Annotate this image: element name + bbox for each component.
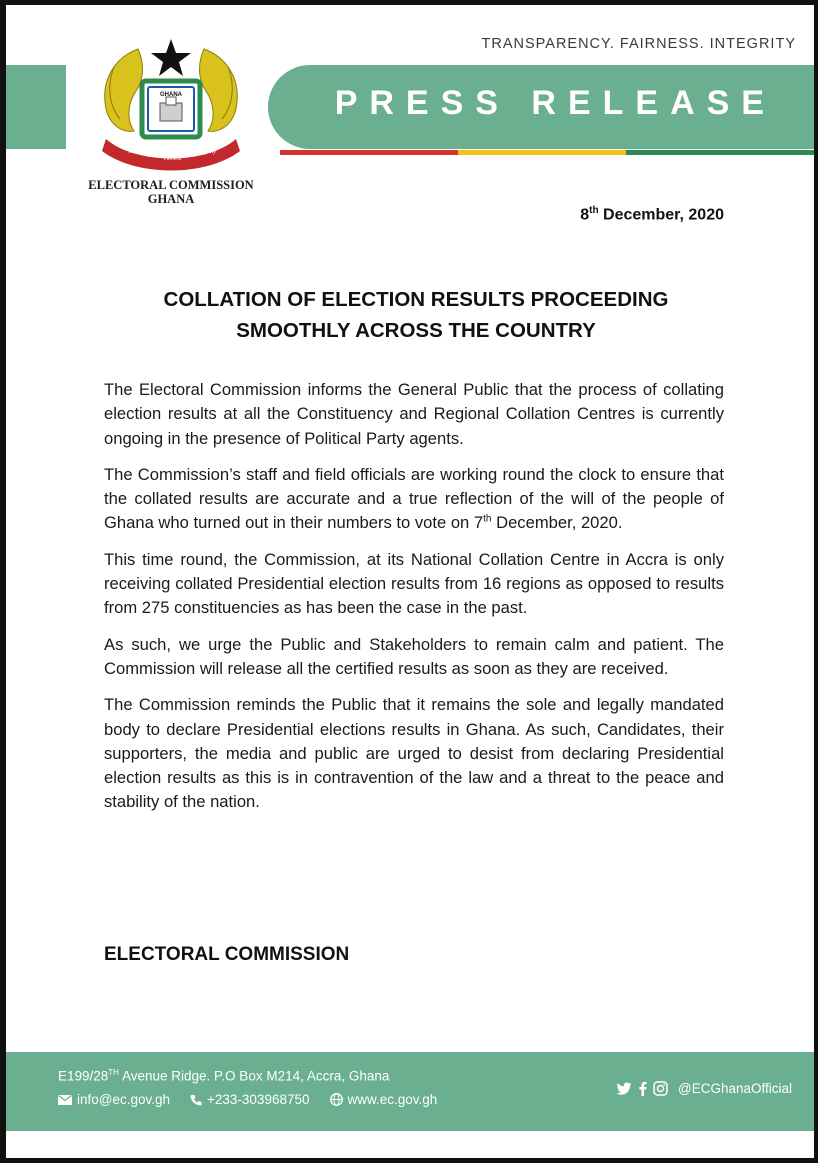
flag-stripe-green	[626, 150, 814, 155]
release-body	[104, 378, 724, 827]
headline	[86, 284, 746, 346]
logo-ribbon-integrity: Integrity	[194, 148, 217, 155]
facebook-icon[interactable]	[638, 1081, 647, 1096]
footer-website-text[interactable]: www.ec.gov.gh	[347, 1092, 438, 1107]
footer-email-text[interactable]: info@ec.gov.gh	[77, 1092, 171, 1107]
release-date	[580, 205, 724, 224]
logo-shield-text: GHANA	[160, 92, 182, 98]
paragraph-4: As such, we urge the Public and Stakeholders to remain calm and patient. The Commission will release all the certified results as soon as they are received.	[104, 634, 724, 678]
date-suffix: th	[589, 205, 599, 216]
instagram-icon[interactable]	[653, 1081, 668, 1096]
logo-ribbon-fairness: Fairness	[164, 157, 182, 162]
footer-phone[interactable]	[190, 1092, 309, 1107]
footer-address-end: Avenue Ridge. P.O Box M214, Accra, Ghana	[118, 1068, 390, 1084]
footer-address-start: E199/28	[58, 1068, 109, 1084]
phone-icon	[190, 1094, 202, 1106]
coat-of-arms-logo	[76, 27, 266, 172]
organization-name	[56, 178, 286, 206]
footer-website[interactable]	[330, 1092, 438, 1107]
globe-icon	[330, 1093, 343, 1106]
paragraph-3: This time round, the Commission, at its National Collation Centre in Accra is only receiving collated Presidential election results from 16 regions as opposed to results from 275 constituencies as has been the case in the past.	[104, 549, 724, 618]
press-release-page	[6, 5, 814, 1158]
paragraph-2-end: December, 2020.	[491, 513, 623, 533]
logo-ribbon-transparency: Transparency	[128, 148, 164, 155]
banner-left-segment	[6, 65, 66, 149]
date-day: 8	[580, 206, 590, 224]
organization-name-line2: GHANA	[147, 192, 195, 206]
footer-contacts	[58, 1092, 437, 1107]
paragraph-2	[104, 463, 724, 536]
banner-title: PRESS RELEASE	[334, 84, 776, 122]
footer-email[interactable]	[58, 1092, 170, 1107]
paragraph-2-main: The Commission’s staff and field officials are working round the clock to ensure that the collated results are accurate and a true reflection of the will of the people of Ghana who turned out in their numbers to vote on 7	[104, 464, 724, 533]
flag-stripe-red	[280, 150, 458, 155]
paragraph-2-sup: th	[483, 513, 492, 525]
footer	[6, 1052, 814, 1131]
signoff: ELECTORAL COMMISSION	[104, 944, 350, 965]
mail-icon	[58, 1095, 72, 1105]
footer-address	[58, 1068, 389, 1084]
tagline: TRANSPARENCY. FAIRNESS. INTEGRITY	[481, 36, 796, 52]
footer-address-sup: TH	[108, 1068, 119, 1077]
date-rest: December, 2020	[598, 206, 724, 224]
flag-stripe-yellow	[458, 150, 626, 155]
footer-phone-text[interactable]: +233-303968750	[207, 1092, 310, 1107]
organization-name-line1: ELECTORAL COMMISSION	[88, 178, 254, 192]
paragraph-5: The Commission reminds the Public that it remains the sole and legally mandated body to declare Presidential elections results in Ghana. As such, Candidates, their supporters, the media and public are urged to desist from declaring Presidential election results as this is in contravention of the law and a threat to the peace and stability of the nation.	[104, 695, 724, 812]
twitter-icon[interactable]	[616, 1082, 632, 1096]
paragraph-1: The Electoral Commission informs the General Public that the process of collating election results at all the Constituency and Regional Collation Centres is currently ongoing in the presence of Political Party agents.	[104, 380, 724, 448]
headline-line1: COLLATION OF ELECTION RESULTS PROCEEDING	[163, 288, 669, 311]
social-handle[interactable]: @ECGhanaOfficial	[677, 1081, 792, 1096]
headline-line2: SMOOTHLY ACROSS THE COUNTRY	[236, 319, 596, 342]
footer-social	[616, 1081, 792, 1096]
